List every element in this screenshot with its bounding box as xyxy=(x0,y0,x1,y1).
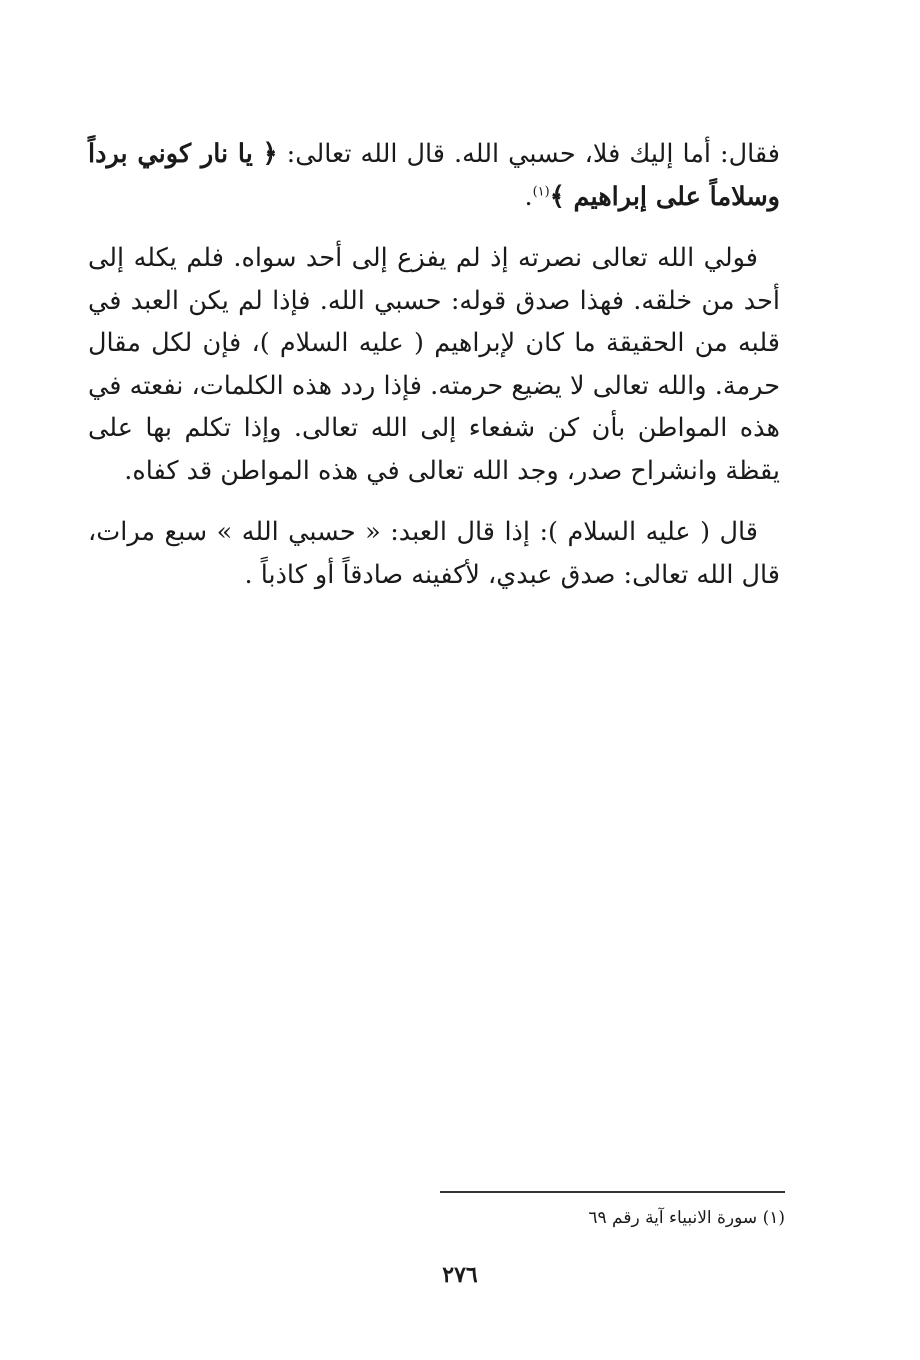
paragraph-1 xyxy=(88,133,780,218)
page-body xyxy=(88,133,780,615)
paragraph-1-lead: فقال: أما إليك فلا، حسبي الله. قال الله تعالى: xyxy=(277,139,781,169)
footnote-divider xyxy=(440,1191,785,1193)
quran-verse: ﴿ يا نار كوني برداً وسلاماً على إبراهيم ﴾ xyxy=(88,139,780,212)
footnote: (١) سورة الانبياء آية رقم ٦٩ xyxy=(588,1208,785,1228)
page-number: ٢٧٦ xyxy=(442,1262,478,1288)
paragraph-2: فولي الله تعالى نصرته إذ لم يفزع إلى أحد سواه. فلم يكله إلى أحد من خلقه. فهذا صدق قوله: حسبي الله. فإذا لم يكن العبد في قلبه من الحقيقة ما كان لإبراهيم ( عليه السلام )، فإن لكل مقال حرمة. والله تعالى لا يضيع حرمته. فإذا ردد هذه الكلمات، نفعته في هذه المواطن بأن كن شفعاء إلى الله تعالى. وإذا تكلم بها على يقظة وانشراح صدر، وجد الله تعالى في هذه المواطن قد كفاه. xyxy=(88,243,780,486)
paragraph-3: قال ( عليه السلام ): إذا قال العبد: « حسبي الله » سبع مرات، قال الله تعالى: صدق عبدي، لأكفينه صادقاً أو كاذباً . xyxy=(88,517,780,590)
paragraph-1-end: . xyxy=(524,181,533,212)
footnote-reference[interactable]: (١) xyxy=(532,184,550,199)
